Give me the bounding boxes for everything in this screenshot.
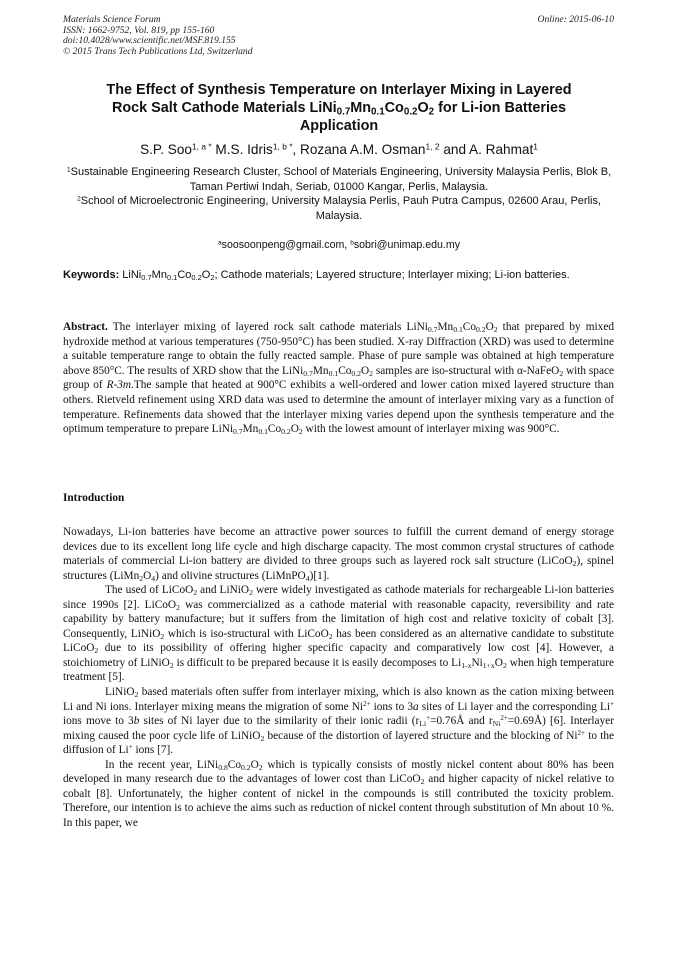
introduction-heading: Introduction [63,492,125,504]
author-emails: $^a$soosoonpeng@gmail.com, $^b$sobri@unimap.edu.my [217,239,460,251]
affiliation-2: $^2$School of Microelectronic Engineering, University Malaysia Perlis, Pauh Putra Campus, 02600 Arau, Perlis, Malaysia. [76,195,602,222]
journal-doi: doi:10.4028/www.scientific.net/MSF.819.155 [63,35,236,47]
title-line-1: The Effect of Synthesis Temperature on Interlayer Mixing in Layered [106,82,572,98]
keywords-label: Keywords: [63,269,120,281]
intro-paragraph-2: The used of LiCoO$_2$ and LiNiO$_2$ were widely investigated as cathode materials for rechargeable Li-ion batteries since 1990s [2]. LiCoO$_2$ was commercialized as a cathode material with reasonable capacity, reversibility and rate capability by battery manufacture; but it suffers from the limitation of high cost and relative toxicity of cobalt [3]. Consequently, LiNiO$_2$ which is iso-structural with LiCoO$_2$ has been considered as an alternative candidate to substitute LiCoO$_2$ due to its possibility of offering higher specific capacity and comparatively low cost [4]. However, a stoichiometry of LiNiO$_2$ is difficult to be prepared because it is easily decomposes to $Li_{1-x}Ni_{1+x}O_2$ when high temperature treatment [5]. [63,584,614,684]
keywords: Keywords: $LiNi_{0.7}Mn_{0.1}Co_{0.2}O_2$; Cathode materials; Layered structure; Interlayer mixing; Li-ion batteries. [63,269,570,282]
title-line-3: Application [299,118,379,134]
affiliations [62,165,616,223]
journal-name: Materials Science Forum [63,14,161,25]
author-list: S.P. Soo$^{1, a *}$ M.S. Idris$^{1, b *}$, Rozana A.M. Osman$^{1, 2}$ and A. Rahmat$^1$ [140,141,538,157]
journal-header [63,15,253,57]
abstract: Abstract. The interlayer mixing of layered rock salt cathode materials $LiNi_{0.7}Mn_{0.1}Co_{0.2}O_2$ that prepared by mixed hydroxide method at various temperatures (750-950°C) has been studied. X-ray Diffraction (XRD) was used to determine a suitable temperature range to obtain the fully reacted sample. Phase of pure sample was obtained at high temperature above 850°C. The results of XRD show that the $LiNi_{0.7}Mn_{0.1}Co_{0.2}O_2$ samples are iso-structural with α-NaFeO$_2$ with space group of R-3m.The sample that heated at 900°C exhibits a well-ordered and lower cation mixed layered structure than others. Rietveld refinement using XRD data was used to determine the amount of interlayer mixing vary as a function of temperature. Refinements data showed that the interlayer mixing varies depend upon the synthesis temperature and the optimum temperature to prepare $LiNi_{0.7}Mn_{0.1}Co_{0.2}O_2$ with the lowest amount of interlayer mixing was 900°C. [63,321,614,437]
paper-title [60,81,618,135]
intro-paragraph-1: Nowadays, Li-ion batteries have become an attractive power sources to fulfill the current demand of energy storage devices due to its excellent long life cycle and high discharge capacity. The most common crystal structures of cathode materials of commercial Li-ion battery are divided to three groups such as layered rock salt structure (LiCoO$_2$), spinel structures $(LiMn_2O_4)$ and olivine structures (LiMnPO$_4$)[1]. [63,526,614,583]
affiliation-1: $^1$Sustainable Engineering Research Cluster, School of Materials Engineering, University Malaysia Perlis, Blok B, Taman Pertiwi Indah, Seriab, 01000 Kangar, Perlis, Malaysia. [66,166,612,193]
intro-paragraph-4: In the recent year, $LiNi_{0.8}Co_{0.2}O_2$ which is typically consists of mostly nickel content about 80% has been developed in many research due to the advantages of lower cost than LiCoO$_2$ and higher capacity of nickel relative to cobalt [8]. Unfortunately, the higher content of nickel in the compounds is still contributed the toxicity problem. Therefore, our intention is to achieve the aims such as reduction of nickel content through substitution of Mn about 10 %. In this paper, we [63,758,614,829]
online-date: Online: 2015-06-10 [537,14,614,25]
journal-issn: ISSN: 1662-9752, Vol. 819, pp 155-160 [63,24,215,36]
abstract-label: Abstract. [63,321,108,333]
title-line-2: Rock Salt Cathode Materials $LiNi_{0.7}Mn_{0.1}Co_{0.2}O_2$ for Li-ion Batteries [111,100,567,118]
journal-copyright: © 2015 Trans Tech Publications Ltd, Switzerland [63,45,253,57]
intro-paragraph-3: LiNiO$_2$ based materials often suffer from interlayer mixing, which is also known as the cation mixing between Li and Ni ions. Interlayer mixing means the migration of some $Ni^{2+}$ ions to 3a sites of Li layer and the corresponding Li+ ions move to 3b sites of Ni layer due to the similarity of their ionic radii ($r_{Li}^+=0.76Å$ and $r_{Ni}^{2+}=0.69Å$) [6]. Interlayer mixing caused the poor cycle life of LiNiO$_2$ because of the distortion of layered structure and the blocking of $Ni^{2+}$ to the diffusion of Li+ ions [7]. [63,686,614,757]
introduction-body [63,525,614,830]
